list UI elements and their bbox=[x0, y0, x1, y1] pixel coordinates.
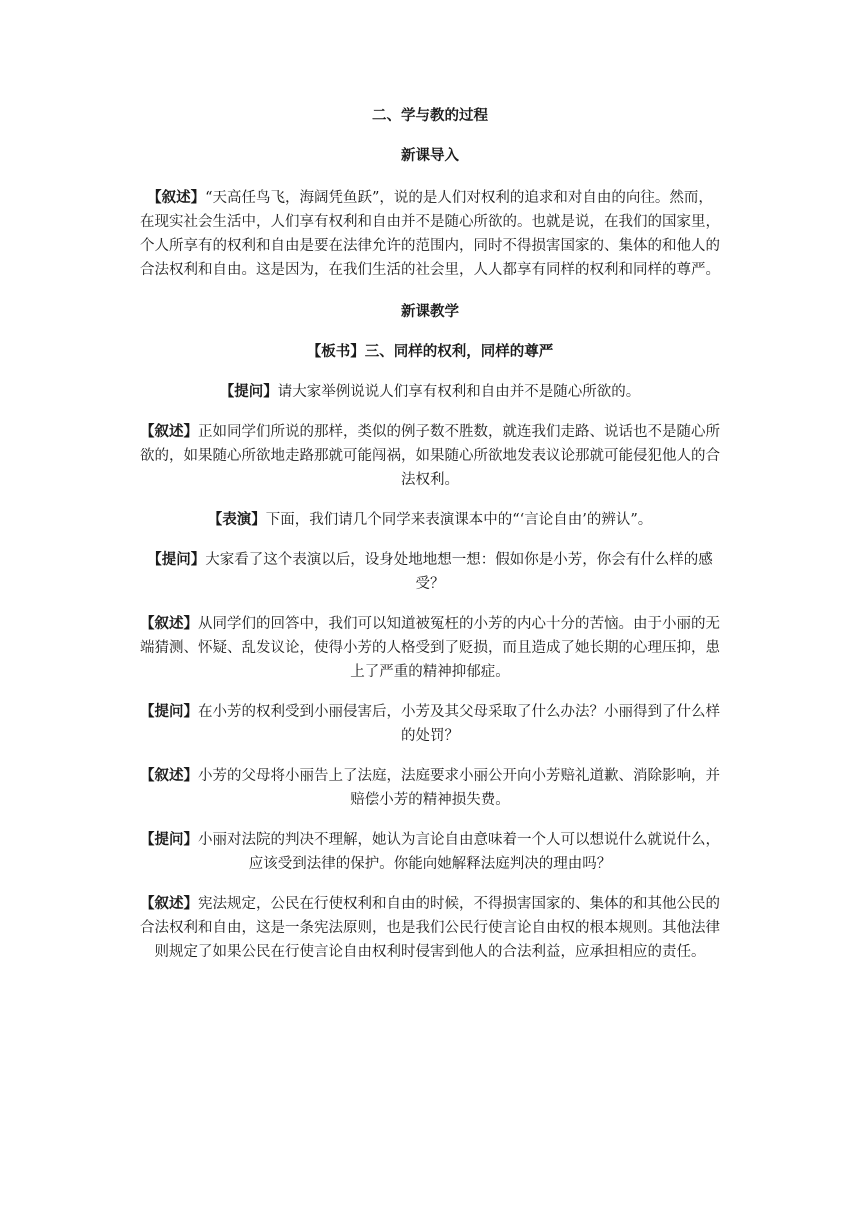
teach-heading: 新课教学 bbox=[401, 303, 459, 320]
question-paragraph bbox=[140, 700, 720, 748]
paragraph-text: 下面，我们请几个同学来表演课本中的“‘言论自由’的辨认”。 bbox=[265, 512, 653, 528]
question-paragraph bbox=[140, 828, 720, 876]
paragraph-tag: 【叙述】 bbox=[147, 189, 206, 206]
paragraph-tag: 【提问】 bbox=[140, 703, 198, 720]
intro-heading: 新课导入 bbox=[401, 147, 459, 164]
paragraph-text: 大家看了这个表演以后，设身处地地想一想：假如你是小芳，你会有什么样的感受？ bbox=[205, 552, 713, 592]
narration-paragraph bbox=[140, 892, 720, 964]
board-tag: 【板书】 bbox=[306, 343, 365, 360]
paragraph-tag: 【叙述】 bbox=[140, 767, 198, 784]
section-title: 二、学与教的过程 bbox=[372, 107, 488, 124]
paragraph-tag: 【提问】 bbox=[147, 551, 206, 568]
document-page bbox=[140, 104, 720, 964]
question-paragraph bbox=[140, 548, 720, 596]
question-paragraph bbox=[140, 380, 720, 404]
board-text: 三、同样的权利，同样的尊严 bbox=[364, 343, 554, 360]
paragraph-text: 从同学们的回答中，我们可以知道被冤枉的小芳的内心十分的苦恼。由于小丽的无端猜测、怀疑、乱发议论，使得小芳的人格受到了贬损，而且造成了她长期的心理压抑，患上了严重的精神抑郁症。 bbox=[140, 616, 720, 680]
paragraph-text: 请大家举例说说人们享有权利和自由并不是随心所欲的。 bbox=[277, 384, 641, 400]
paragraph-text: 在小芳的权利受到小丽侵害后，小芳及其父母采取了什么办法？小丽得到了什么样的处罚？ bbox=[198, 704, 720, 744]
paragraph-tag: 【提问】 bbox=[140, 831, 198, 848]
narration-paragraph bbox=[140, 420, 720, 492]
board-line bbox=[140, 340, 720, 364]
paragraph-tag: 【叙述】 bbox=[140, 615, 198, 632]
paragraph-text: “天高任鸟飞，海阔凭鱼跃”，说的是人们对权利的追求和对自由的向往。然而，在现实社会生活中，人们享有权利和自由并不是随心所欲的。也就是说，在我们的国家里，个人所享有的权利和自由是要在法律允许的范围内，同时不得损害国家的、集体的和他人的合法权利和自由。这是因为，在我们生活的社会里，人人都享有同样的权利和同样的尊严。 bbox=[140, 190, 720, 278]
paragraph-text: 正如同学们所说的那样，类似的例子数不胜数，就连我们走路、说话也不是随心所欲的，如果随心所欲地走路那就可能闯祸，如果随心所欲地发表议论那就可能侵犯他人的合法权利。 bbox=[140, 424, 720, 488]
paragraph-tag: 【提问】 bbox=[219, 383, 278, 400]
paragraph-tag: 【叙述】 bbox=[140, 895, 198, 912]
paragraph-text: 宪法规定，公民在行使权利和自由的时候，不得损害国家的、集体的和其他公民的合法权利和自由，这是一条宪法原则，也是我们公民行使言论自由权的根本规则。其他法律则规定了如果公民在行使言论自由权利时侵害到他人的合法利益，应承担相应的责任。 bbox=[140, 896, 720, 960]
paragraph-tag: 【叙述】 bbox=[140, 423, 198, 440]
paragraph-text: 小丽对法院的判决不理解，她认为言论自由意味着一个人可以想说什么就说什么，应该受到法律的保护。你能向她解释法庭判决的理由吗？ bbox=[198, 832, 720, 872]
intro-paragraph bbox=[140, 186, 720, 282]
paragraph-text: 小芳的父母将小丽告上了法庭，法庭要求小丽公开向小芳赔礼道歉、消除影响，并赔偿小芳的精神损失费。 bbox=[198, 768, 720, 808]
narration-paragraph bbox=[140, 612, 720, 684]
paragraph-tag: 【表演】 bbox=[207, 511, 266, 528]
narration-paragraph bbox=[140, 764, 720, 812]
performance-paragraph bbox=[140, 508, 720, 532]
